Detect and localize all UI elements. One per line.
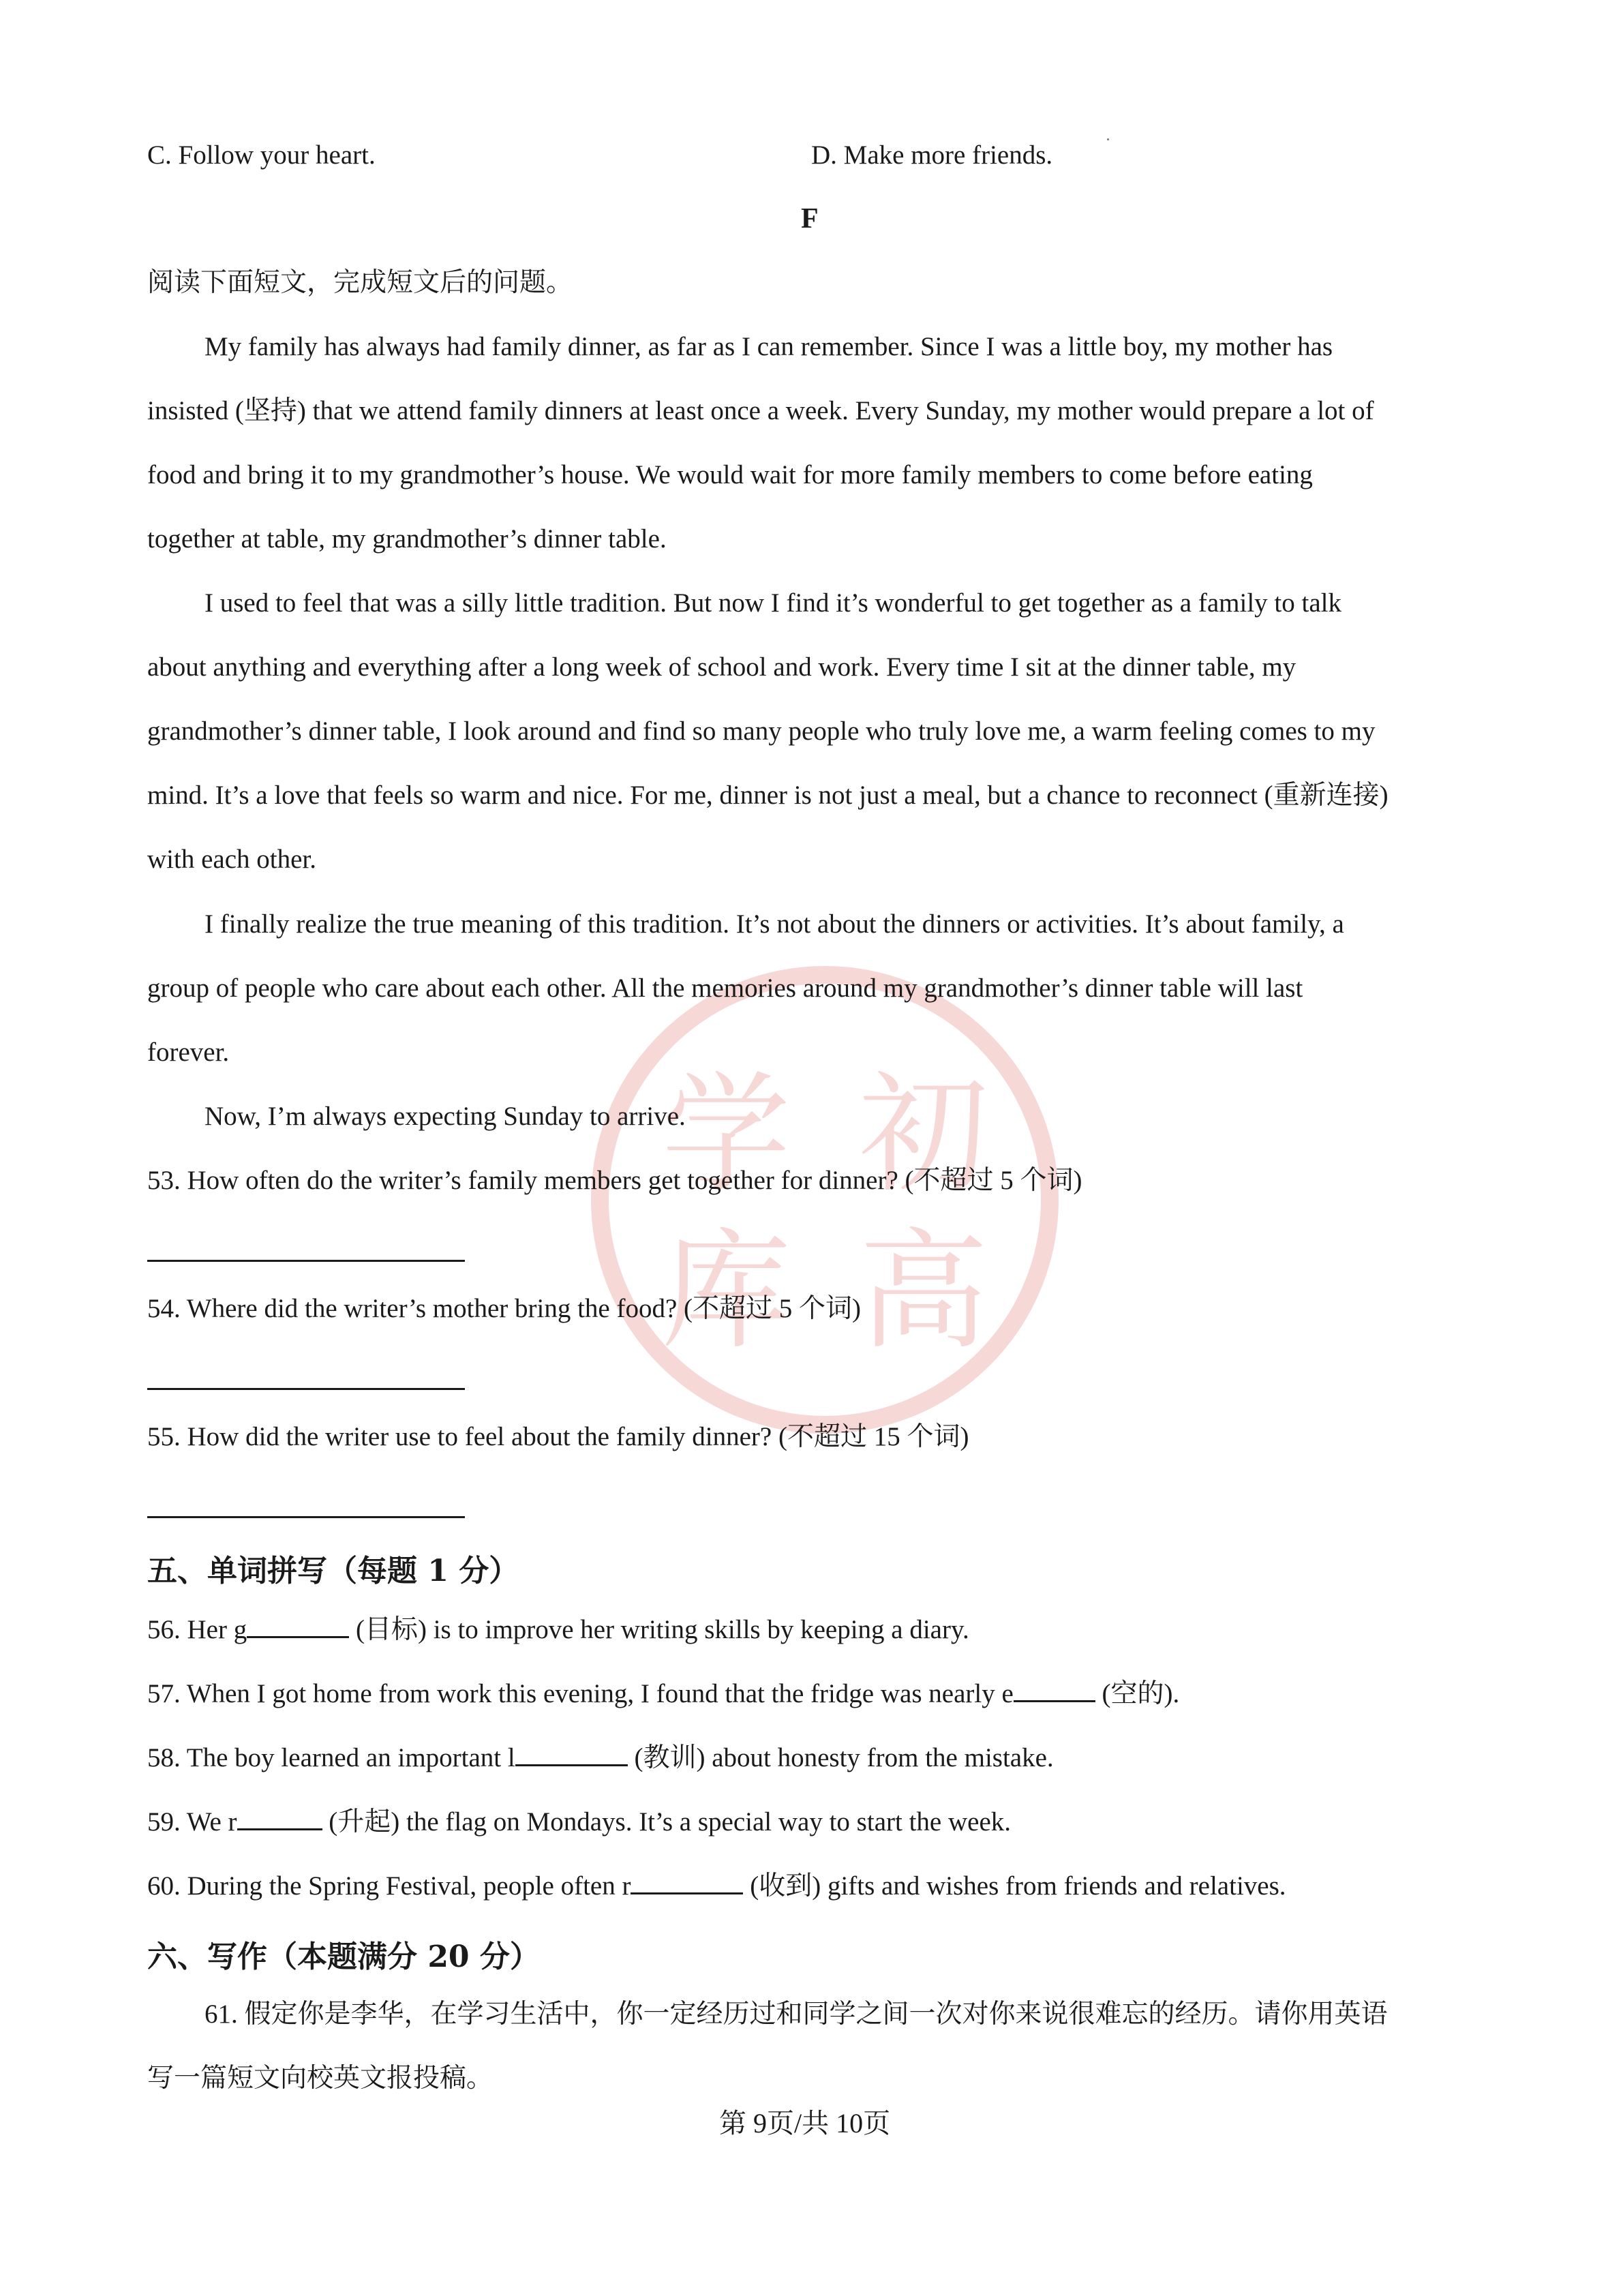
spelling-hint: (目标) is to improve her writing skills by keeping a diary.: [349, 1615, 969, 1644]
stamp-char-4: 高: [858, 1216, 989, 1367]
answer-line-55[interactable]: [147, 1516, 465, 1518]
passage-line: mind. It’s a love that feels so warm and nice. For me, dinner is not just a meal, but a chance to reconnect (重新连接): [147, 781, 1389, 810]
passage-line: group of people who care about each other. All the memories around my grandmother’s dinner table will last: [147, 973, 1303, 1003]
spelling-hint: (升起) the flag on Mondays. It’s a special way to start the week.: [322, 1807, 1012, 1837]
question-53: 53. How often do the writer’s family members get together for dinner? (不超过 5 个词): [147, 1166, 1082, 1195]
spelling-blank[interactable]: [247, 1613, 349, 1638]
spelling-blank[interactable]: [237, 1805, 322, 1830]
passage-line: forever.: [147, 1038, 230, 1067]
writing-task-line: 61. 假定你是李华，在学习生活中，你一定经历过和同学之间一次对你来说很难忘的经历。请你用英语: [204, 1999, 1388, 2029]
spelling-item-59: [147, 1805, 1011, 1839]
spelling-prompt: 58. The boy learned an important l: [147, 1743, 515, 1772]
spelling-prompt: 56. Her g: [147, 1615, 247, 1644]
passage-line: grandmother’s dinner table, I look around and find so many people who truly love me, a warm feeling comes to my: [147, 716, 1376, 746]
instruction: 阅读下面短文，完成短文后的问题。: [147, 268, 573, 297]
spelling-hint: (空的).: [1095, 1679, 1180, 1708]
option-c: C. Follow your heart.: [147, 140, 376, 170]
passage-line: food and bring it to my grandmother’s house. We would wait for more family members to come before eating: [147, 460, 1313, 489]
stamp-char-3: 库: [661, 1216, 791, 1367]
answer-line-53[interactable]: [147, 1260, 465, 1262]
page-footer: 第 9页/共 10页: [719, 2108, 891, 2139]
stamp-char-1: 学: [661, 1059, 791, 1210]
spelling-item-57: [147, 1677, 1179, 1710]
spelling-item-56: [147, 1613, 969, 1646]
spelling-item-58: [147, 1741, 1054, 1774]
spelling-blank[interactable]: [631, 1869, 743, 1894]
passage-line: insisted (坚持) that we attend family dinners at least once a week. Every Sunday, my mother would prepare a lot of: [147, 396, 1374, 425]
answer-line-54[interactable]: [147, 1388, 465, 1390]
passage-line: Now, I’m always expecting Sunday to arrive.: [204, 1102, 686, 1131]
question-55: 55. How did the writer use to feel about the family dinner? (不超过 15 个词): [147, 1422, 969, 1451]
passage-line: I used to feel that was a silly little tradition. But now I find it’s wonderful to get together as a family to talk: [204, 588, 1341, 618]
section-5-heading: 五、单词拼写（每题 1 分）: [147, 1554, 519, 1588]
writing-task-line: 写一篇短文向校英文报投稿。: [147, 2064, 494, 2093]
question-54: 54. Where did the writer’s mother bring the food? (不超过 5 个词): [147, 1294, 861, 1323]
spelling-item-60: [147, 1869, 1286, 1903]
option-d: D. Make more friends.: [811, 140, 1053, 170]
stamp-graphic: [579, 954, 1070, 1445]
passage-line: I finally realize the true meaning of this tradition. It’s not about the dinners or activities. It’s about family, a: [204, 909, 1344, 939]
watermark-stamp: [579, 954, 1070, 1445]
spelling-blank[interactable]: [1014, 1677, 1095, 1702]
spelling-prompt: 59. We r: [147, 1807, 237, 1837]
spelling-prompt: 60. During the Spring Festival, people often r: [147, 1871, 631, 1901]
spelling-blank[interactable]: [515, 1741, 628, 1766]
passage-line: about anything and everything after a long week of school and work. Every time I sit at the dinner table, my: [147, 652, 1296, 682]
stamp-char-2: 初: [858, 1059, 989, 1210]
passage-line: with each other.: [147, 845, 316, 874]
scan-speck: [1107, 138, 1109, 140]
section-letter: F: [801, 203, 819, 235]
spelling-hint: (教训) about honesty from the mistake.: [627, 1743, 1054, 1772]
spelling-hint: (收到) gifts and wishes from friends and relatives.: [743, 1871, 1286, 1901]
passage-line: together at table, my grandmother’s dinner table.: [147, 524, 667, 554]
passage-line: My family has always had family dinner, as far as I can remember. Since I was a little boy, my mother has: [204, 332, 1333, 361]
spelling-prompt: 57. When I got home from work this evening, I found that the fridge was nearly e: [147, 1679, 1014, 1708]
section-6-heading: 六、写作（本题满分 20 分）: [147, 1939, 540, 1974]
